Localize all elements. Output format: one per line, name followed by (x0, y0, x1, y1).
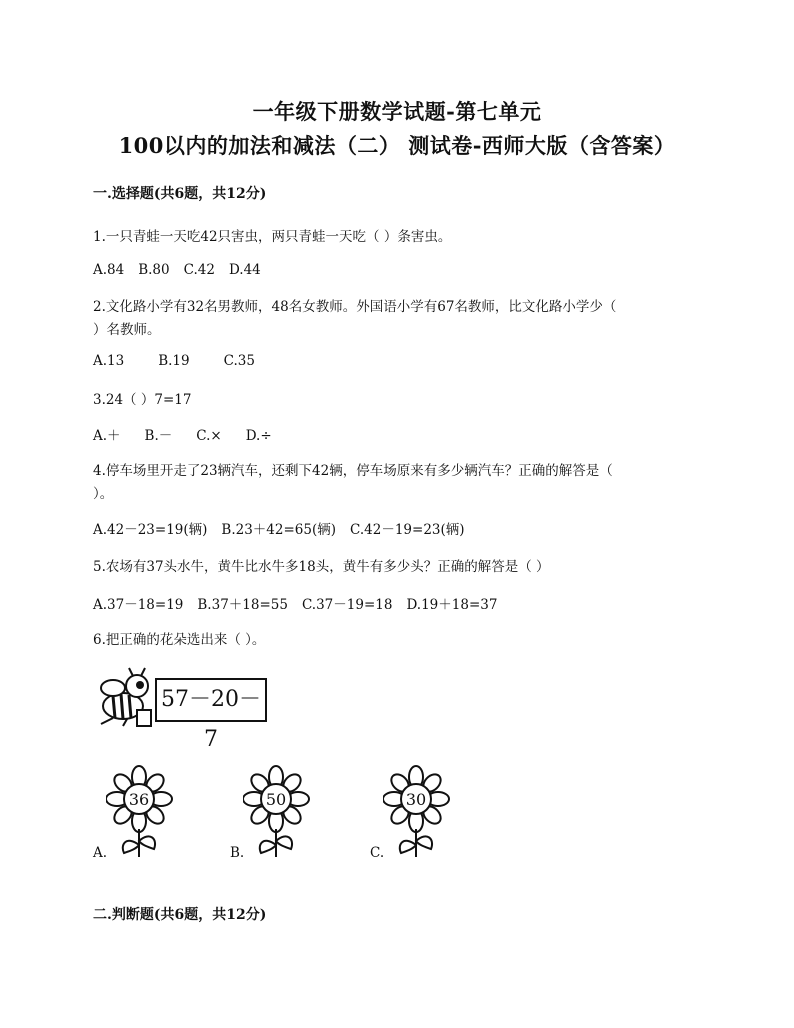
flower-option-b[interactable] (243, 765, 313, 860)
question-3-stem: 3.24（ ）7=17 (93, 392, 192, 408)
option: B.80 (138, 262, 170, 278)
section-heading-choice: 一.选择题(共6题，共12分) (93, 186, 267, 202)
option: C.42 (183, 262, 215, 278)
question-4-stem-cont: ）。 (93, 486, 114, 502)
option: D.÷ (245, 428, 272, 444)
option: C.35 (223, 353, 255, 369)
bee-icon (93, 666, 157, 732)
question-2-options (93, 353, 289, 369)
section-heading-judgment: 二.判断题(共6题，共12分) (93, 907, 267, 923)
question-5-options (93, 593, 511, 613)
option: D.19＋18=37 (406, 597, 498, 613)
flower-option-c-label: C. (370, 845, 385, 861)
sunflower-icon (243, 765, 313, 860)
option: B.23＋42=65(辆) (221, 522, 337, 538)
question-6-stem: 6.把正确的花朵选出来（ ）。 (93, 632, 266, 648)
option: A.84 (93, 262, 125, 278)
question-1-stem: 1.一只青蛙一天吃42只害虫，两只青蛙一天吃（ ）条害虫。 (93, 229, 452, 245)
option: B.37＋18=55 (197, 597, 288, 613)
question-2-stem-cont: ）名教师。 (93, 322, 161, 338)
flower-option-a[interactable] (106, 765, 176, 860)
bee-expression-figure (93, 666, 283, 752)
flower-number: 36 (128, 790, 150, 809)
sunflower-icon (106, 765, 176, 860)
option: B.－ (144, 428, 173, 444)
sunflower-icon (383, 765, 453, 860)
option: D.44 (228, 262, 261, 278)
flower-option-a-label: A. (93, 845, 108, 861)
option: A.42－23=19(辆) (93, 522, 208, 538)
flower-number: 50 (265, 790, 287, 809)
option: C.37－19=18 (301, 597, 393, 613)
option: C.× (196, 428, 222, 444)
question-4-options (93, 518, 479, 538)
flower-option-b-label: B. (230, 845, 245, 861)
question-1-options (93, 262, 275, 278)
question-4-stem: 4.停车场里开走了23辆汽车，还剩下42辆，停车场原来有多少辆汽车？正确的解答是（ (93, 463, 613, 479)
option: A.13 (93, 353, 125, 369)
question-3-options (93, 424, 306, 444)
option: A.37－18=19 (93, 597, 184, 613)
option: A.＋ (93, 428, 121, 444)
page-subtitle: 100以内的加法和减法（二） 测试卷-西师大版（含答案） (118, 133, 676, 158)
question-2-stem: 2.文化路小学有32名男教师，48名女教师。外国语小学有67名教师，比文化路小学少（ (93, 299, 617, 315)
option: B.19 (158, 353, 190, 369)
flower-option-c[interactable] (383, 765, 453, 860)
option: C.42－19=23(辆) (350, 522, 465, 538)
page-title: 一年级下册数学试题-第七单元 (252, 99, 542, 124)
expression-box: 57－20－7 (155, 678, 267, 722)
flower-number: 30 (405, 790, 427, 809)
question-5-stem: 5.农场有37头水牛，黄牛比水牛多18头，黄牛有多少头？正确的解答是（ ） (93, 559, 550, 575)
